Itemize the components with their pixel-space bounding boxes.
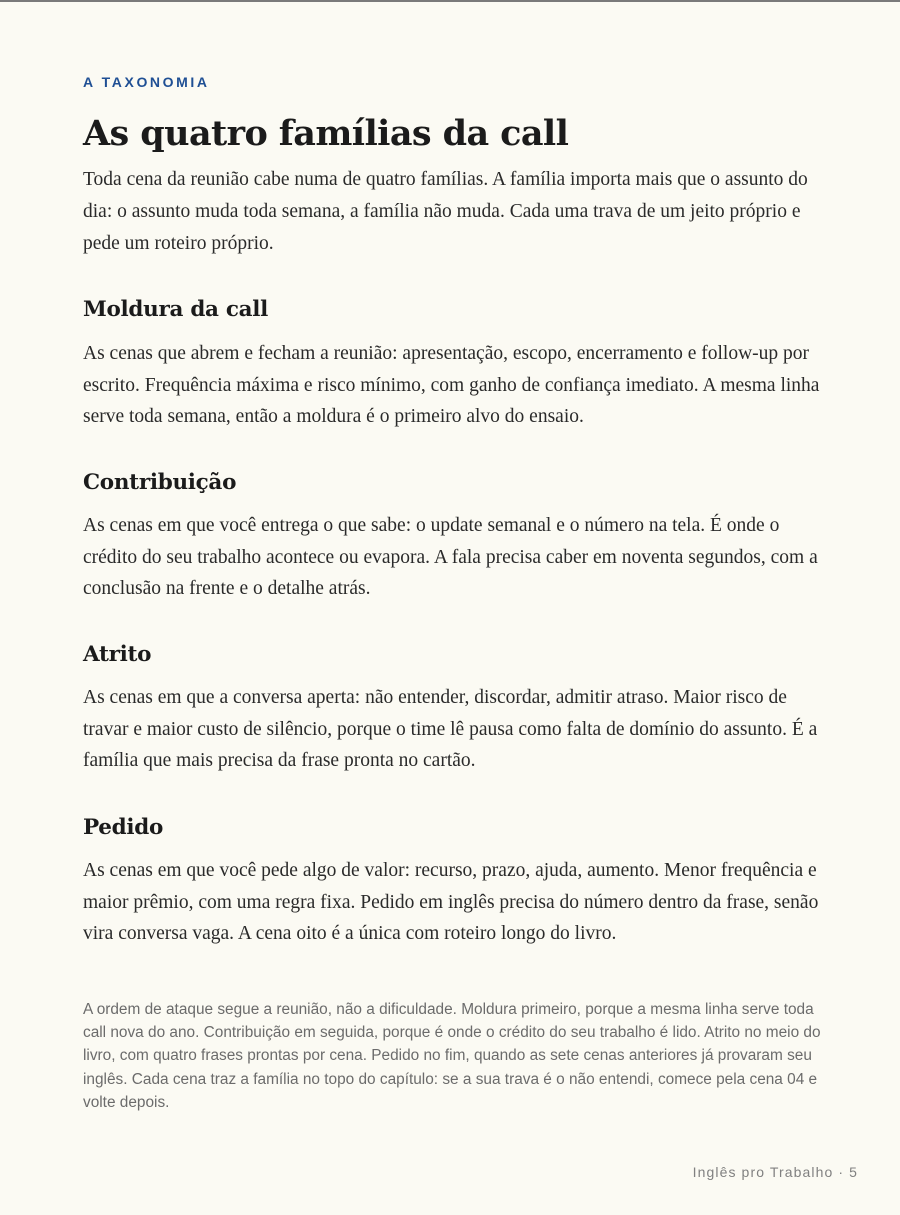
section-eyebrow: A TAXONOMIA	[83, 74, 210, 90]
body-moldura: As cenas que abrem e fecham a reunião: apresentação, escopo, encerramento e follow-up por escrito. Frequência máxima e risco mínimo, com ganho de confiança imediato. A mesma linha serve toda semana, então a moldura é o primeiro alvo do ensaio.	[83, 343, 820, 427]
heading-contribuicao: Contribuição	[83, 470, 237, 495]
intro-paragraph: Toda cena da reunião cabe numa de quatro famílias. A família importa mais que o assunto do dia: o assunto muda toda semana, a família não muda. Cada uma trava de um jeito próprio e pede um roteiro próprio.	[83, 169, 808, 254]
page-title: As quatro famílias da call	[83, 113, 569, 154]
body-pedido: As cenas em que você pede algo de valor: recurso, prazo, ajuda, aumento. Menor frequência e maior prêmio, com uma regra fixa. Pedido em inglês precisa do número dentro da frase, senão vira conversa vaga. A cena oito é a única com roteiro longo do livro.	[83, 860, 819, 944]
body-atrito: As cenas em que a conversa aperta: não entender, discordar, admitir atraso. Maior risco de travar e maior custo de silêncio, porque o time lê pausa como falta de domínio do assunto. É a família que mais precisa da frase pronta no cartão.	[83, 687, 818, 771]
page-footer: Inglês pro Trabalho · 5	[692, 1164, 858, 1180]
body-contribuicao: As cenas em que você entrega o que sabe: o update semanal e o número na tela. É onde o crédito do seu trabalho acontece ou evapora. A fala precisa caber em noventa segundos, com a conclusão na frente e o detalhe atrás.	[83, 515, 818, 599]
heading-atrito: Atrito	[83, 642, 152, 667]
closing-note: A ordem de ataque segue a reunião, não a dificuldade. Moldura primeiro, porque a mesma linha serve toda call nova do ano. Contribuição em seguida, porque é onde o crédito do seu trabalho é lido. Atrito no meio do livro, com quatro frases prontas por cena. Pedido no fim, quando as sete cenas anteriores já provaram seu inglês. Cada cena traz a família no topo do capítulo: se a sua trava é o não entendi, comece pela cena 04 e volte depois.	[83, 1001, 821, 1111]
heading-moldura: Moldura da call	[83, 297, 269, 322]
heading-pedido: Pedido	[83, 815, 164, 840]
